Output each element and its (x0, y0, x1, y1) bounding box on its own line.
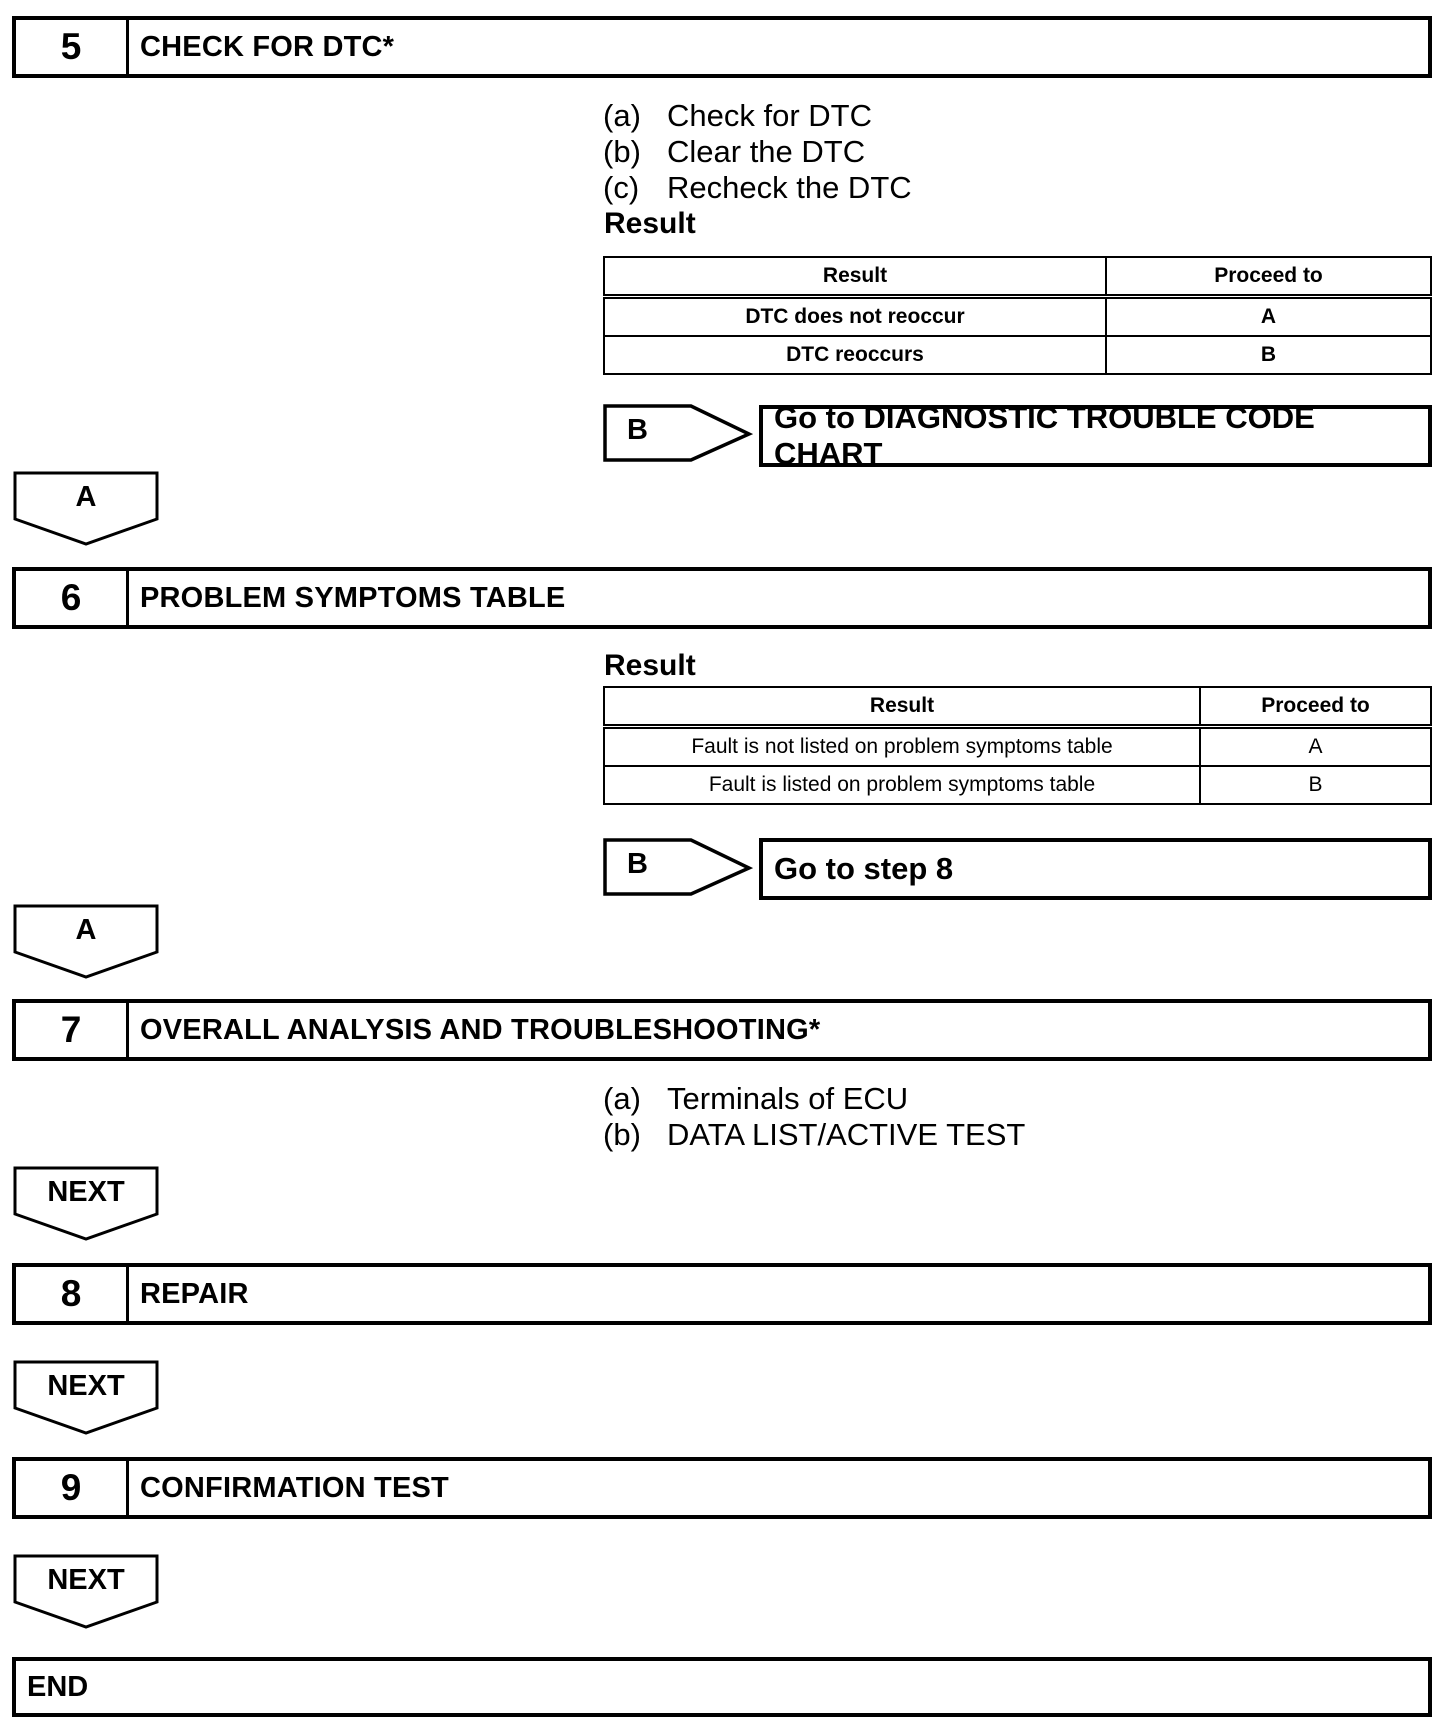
instruction-text: Terminals of ECU (667, 1081, 909, 1116)
table-row (604, 727, 1431, 767)
table-row (604, 766, 1431, 804)
goto-box: Go to DIAGNOSTIC TROUBLE CODE CHART (759, 405, 1432, 467)
branch-b-arrow (603, 404, 753, 464)
branch-label: B (627, 848, 648, 880)
step-5-header (12, 16, 1432, 78)
instruction-item (603, 1117, 1025, 1153)
table-cell: DTC reoccurs (604, 336, 1106, 374)
instruction-item (603, 134, 912, 170)
step-number: 7 (16, 1003, 129, 1057)
next-chevron (13, 1554, 159, 1630)
branch-a-chevron (13, 471, 159, 547)
instruction-label: (a) (603, 98, 641, 133)
step-number: 5 (16, 20, 129, 74)
instruction-label: (b) (603, 134, 641, 169)
step-8-header (12, 1263, 1432, 1325)
table-header-row (604, 687, 1431, 727)
table-header-proceed: Proceed to (1106, 257, 1431, 297)
next-chevron (13, 1360, 159, 1436)
step-title: CHECK FOR DTC* (140, 30, 395, 63)
table-cell: DTC does not reoccur (604, 297, 1106, 337)
table-header-result: Result (604, 257, 1106, 297)
instruction-text: DATA LIST/ACTIVE TEST (667, 1117, 1026, 1152)
step-9-header (12, 1457, 1432, 1519)
table-cell: B (1106, 336, 1431, 374)
step-title: CONFIRMATION TEST (140, 1471, 449, 1504)
step-number: 6 (16, 571, 129, 625)
table-row (604, 297, 1431, 337)
result-heading: Result (604, 207, 696, 240)
instruction-text: Check for DTC (667, 98, 872, 133)
step-6-header (12, 567, 1432, 629)
step-title: REPAIR (140, 1277, 249, 1310)
table-cell: A (1106, 297, 1431, 337)
table-cell: Fault is not listed on problem symptoms table (604, 727, 1200, 767)
step-number: 9 (16, 1461, 129, 1515)
right-arrow-icon (603, 404, 753, 464)
branch-label: B (627, 414, 648, 446)
instruction-label: (c) (603, 170, 640, 205)
instruction-label: (b) (603, 1117, 641, 1152)
table-header-result: Result (604, 687, 1200, 727)
table-header-row (604, 257, 1431, 297)
instruction-item (603, 170, 912, 206)
result-heading: Result (604, 649, 696, 682)
step-5-result-table (603, 256, 1432, 375)
table-cell: Fault is listed on problem symptoms table (604, 766, 1200, 804)
table-row (604, 336, 1431, 374)
step-title: PROBLEM SYMPTOMS TABLE (140, 581, 566, 614)
instruction-text: Recheck the DTC (667, 170, 912, 205)
branch-label: A (75, 914, 97, 946)
table-cell: B (1200, 766, 1431, 804)
goto-box: Go to step 8 (759, 838, 1432, 900)
branch-a-chevron (13, 904, 159, 980)
branch-b-arrow (603, 838, 753, 898)
next-label: NEXT (47, 1564, 125, 1596)
next-label: NEXT (47, 1176, 125, 1208)
next-chevron (13, 1166, 159, 1242)
step-6-result-table (603, 686, 1432, 805)
instruction-text: Clear the DTC (667, 134, 866, 169)
next-label: NEXT (47, 1370, 125, 1402)
step-7-header (12, 999, 1432, 1061)
end-box: END (12, 1657, 1432, 1717)
step-5-instructions (603, 98, 912, 206)
table-cell: A (1200, 727, 1431, 767)
instruction-item (603, 98, 912, 134)
branch-label: A (75, 481, 97, 513)
table-header-proceed: Proceed to (1200, 687, 1431, 727)
instruction-label: (a) (603, 1081, 641, 1116)
step-title: OVERALL ANALYSIS AND TROUBLESHOOTING* (140, 1013, 821, 1046)
right-arrow-icon (603, 838, 753, 898)
instruction-item (603, 1081, 1025, 1117)
step-number: 8 (16, 1267, 129, 1321)
step-7-instructions (603, 1081, 1025, 1153)
